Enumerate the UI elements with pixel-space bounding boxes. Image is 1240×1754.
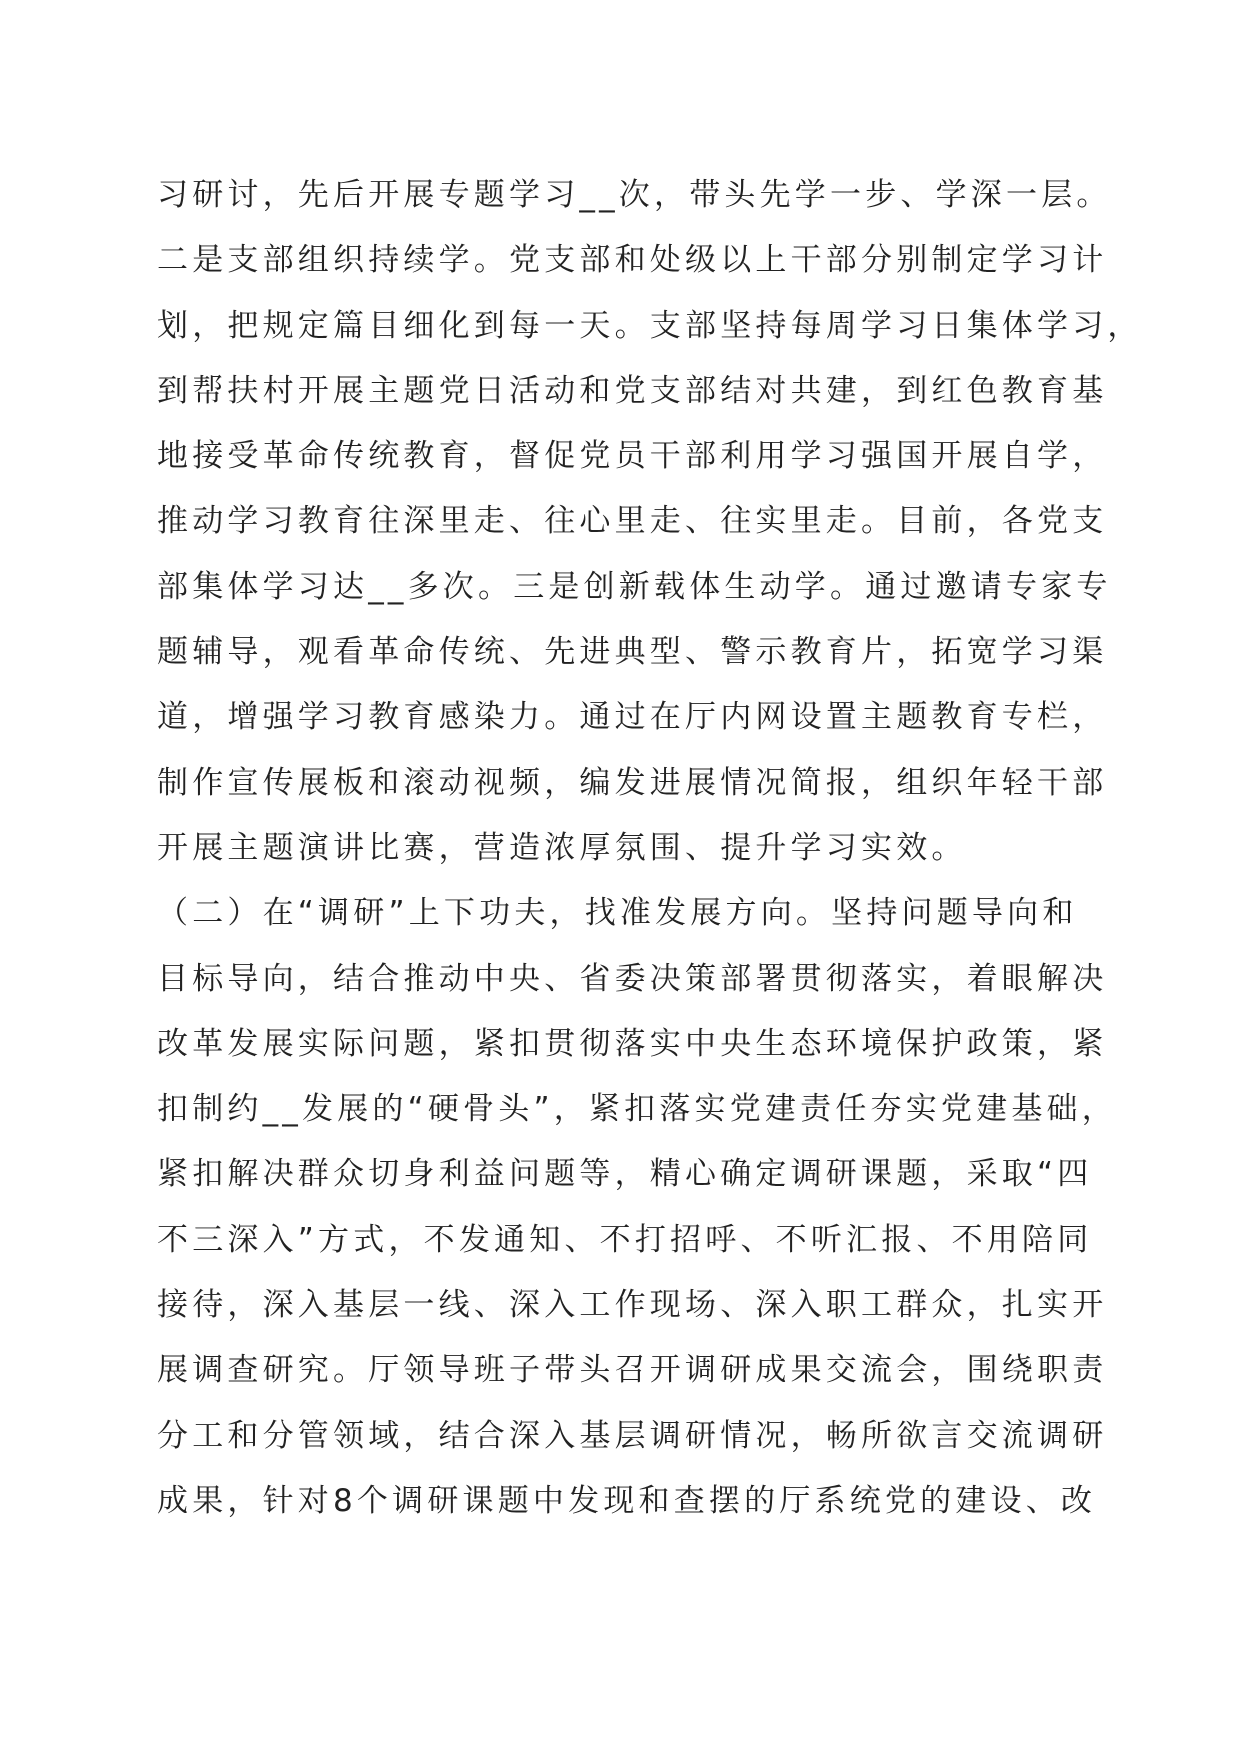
text-line: 道，增强学习教育感染力。通过在厅内网设置主题教育专栏，	[157, 699, 1108, 736]
body-text	[157, 163, 1143, 1534]
text-line: 展调查研究。厅领导班子带头召开调研成果交流会，围绕职责	[157, 1352, 1108, 1389]
text-line: 不三深入”方式，不发通知、不打招呼、不听汇报、不用陪同	[157, 1221, 1093, 1258]
text-line: 习研讨，先后开展专题学习__次，带头先学一步、学深一层。	[157, 177, 1112, 213]
text-line: 接待，深入基层一线、深入工作现场、深入职工群众，扎实开	[157, 1287, 1108, 1324]
text-line: 二是支部组织持续学。党支部和处级以上干部分别制定学习计	[157, 242, 1108, 279]
text-line: （二）在“调研”上下功夫，找准发展方向。坚持问题导向和	[157, 895, 1078, 932]
text-line: 目标导向，结合推动中央、省委决策部署贯彻落实，着眼解决	[157, 960, 1108, 997]
text-line: 开展主题演讲比赛，营造浓厚氛围、提升学习实效。	[157, 829, 967, 866]
text-line: 到帮扶村开展主题党日活动和党支部结对共建，到红色教育基	[157, 372, 1108, 409]
text-line: 扣制约__发展的“硬骨头”，紧扣落实党建责任夯实党建基础，	[157, 1091, 1117, 1128]
text-line: 紧扣解决群众切身利益问题等，精心确定调研课题，采取“四	[157, 1156, 1093, 1193]
text-line: 部集体学习达__多次。三是创新载体生动学。通过邀请专家专	[157, 568, 1112, 605]
text-line: 制作宣传展板和滚动视频，编发进展情况简报，组织年轻干部	[157, 764, 1108, 801]
text-line: 推动学习教育往深里走、往心里走、往实里走。目前，各党支	[157, 503, 1108, 540]
text-line: 题辅导，观看革命传统、先进典型、警示教育片，拓宽学习渠	[157, 634, 1108, 671]
text-line: 划，把规定篇目细化到每一天。支部坚持每周学习日集体学习，	[157, 307, 1143, 344]
text-line: 成果，针对8个调研课题中发现和查摆的厅系统党的建设、改	[157, 1482, 1097, 1519]
text-line: 地接受革命传统教育，督促党员干部利用学习强国开展自学，	[157, 438, 1108, 475]
text-line: 改革发展实际问题，紧扣贯彻落实中央生态环境保护政策，紧	[157, 1025, 1108, 1062]
text-line: 分工和分管领域，结合深入基层调研情况，畅所欲言交流调研	[157, 1417, 1108, 1454]
